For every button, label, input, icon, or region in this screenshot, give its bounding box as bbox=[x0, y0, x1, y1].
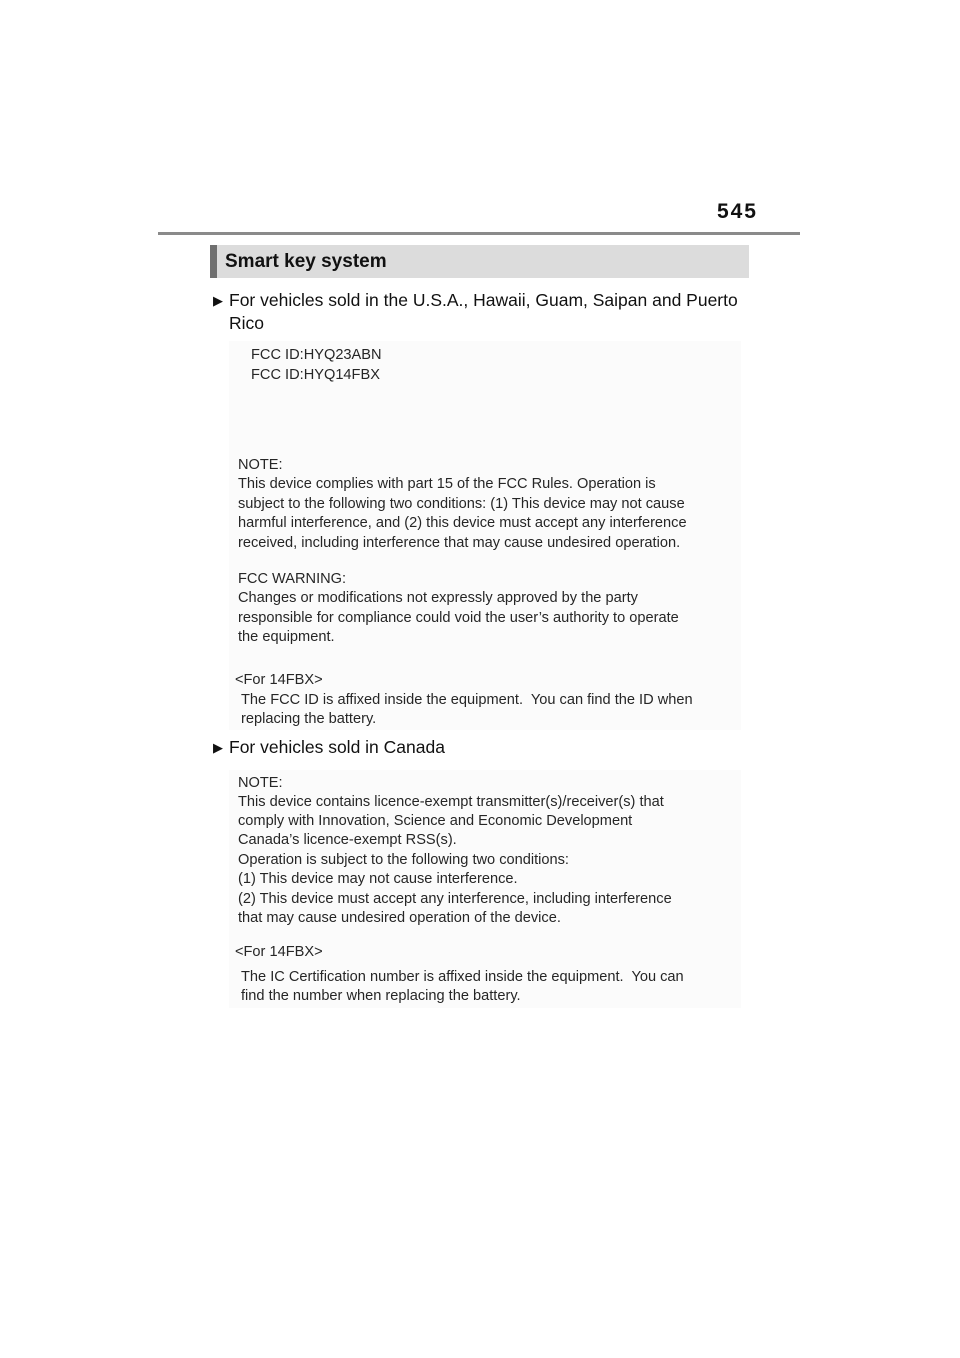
fcc-id-1: FCC ID:HYQ23ABN bbox=[251, 347, 382, 363]
ic-model-line: The IC Certification number is affixed inside the equipment. You can bbox=[241, 969, 684, 985]
fcc-id-2: FCC ID:HYQ14FBX bbox=[251, 367, 380, 383]
ic-note-line: Operation is subject to the following two conditions: bbox=[238, 852, 569, 868]
fcc-note-line: harmful interference, and (2) this device must accept any interference bbox=[238, 515, 687, 531]
fcc-model-line: The FCC ID is affixed inside the equipment. You can find the ID when bbox=[241, 692, 693, 708]
fcc-model-line: replacing the battery. bbox=[241, 711, 377, 727]
ic-note-line: comply with Innovation, Science and Economic Development bbox=[238, 813, 633, 829]
fcc-warning-line: responsible for compliance could void the user’s authority to operate bbox=[238, 610, 679, 626]
fcc-note-line: subject to the following two conditions: (1) This device may not cause bbox=[238, 496, 685, 512]
ic-note-line: Canada’s licence-exempt RSS(s). bbox=[238, 832, 457, 848]
section-title: Smart key system bbox=[225, 251, 387, 272]
ic-note-line: (2) This device must accept any interference, including interference bbox=[238, 891, 672, 907]
fcc-note-label: NOTE: bbox=[238, 457, 283, 473]
section-header bbox=[210, 245, 749, 278]
ic-label-image bbox=[229, 770, 741, 1008]
fcc-label-image bbox=[229, 341, 741, 730]
bullet-usa-text: For vehicles sold in the U.S.A., Hawaii, Guam, Saipan and Puerto Rico bbox=[229, 290, 738, 333]
ic-note-line: that may cause undesired operation of the device. bbox=[238, 910, 561, 926]
ic-note-label: NOTE: bbox=[238, 775, 283, 791]
bullet-canada bbox=[213, 736, 753, 759]
ic-model-tag: <For 14FBX> bbox=[235, 944, 323, 960]
triangle-bullet-icon: ▶ bbox=[213, 293, 223, 308]
triangle-bullet-icon: ▶ bbox=[213, 740, 223, 755]
fcc-warning-line: the equipment. bbox=[238, 629, 335, 645]
ic-note-line: This device contains licence-exempt transmitter(s)/receiver(s) that bbox=[238, 794, 664, 810]
fcc-note-line: This device complies with part 15 of the FCC Rules. Operation is bbox=[238, 476, 656, 492]
fcc-model-tag: <For 14FBX> bbox=[235, 672, 323, 688]
fcc-warning-label: FCC WARNING: bbox=[238, 571, 347, 587]
bullet-usa bbox=[213, 289, 753, 335]
ic-note-line: (1) This device may not cause interference. bbox=[238, 871, 518, 887]
ic-model-line: find the number when replacing the battery. bbox=[241, 988, 521, 1004]
fcc-warning-line: Changes or modifications not expressly approved by the party bbox=[238, 590, 638, 606]
page-number: 545 bbox=[716, 200, 758, 223]
bullet-canada-text: For vehicles sold in Canada bbox=[229, 737, 445, 757]
header-rule bbox=[158, 232, 800, 235]
fcc-note-line: received, including interference that may cause undesired operation. bbox=[238, 535, 681, 551]
